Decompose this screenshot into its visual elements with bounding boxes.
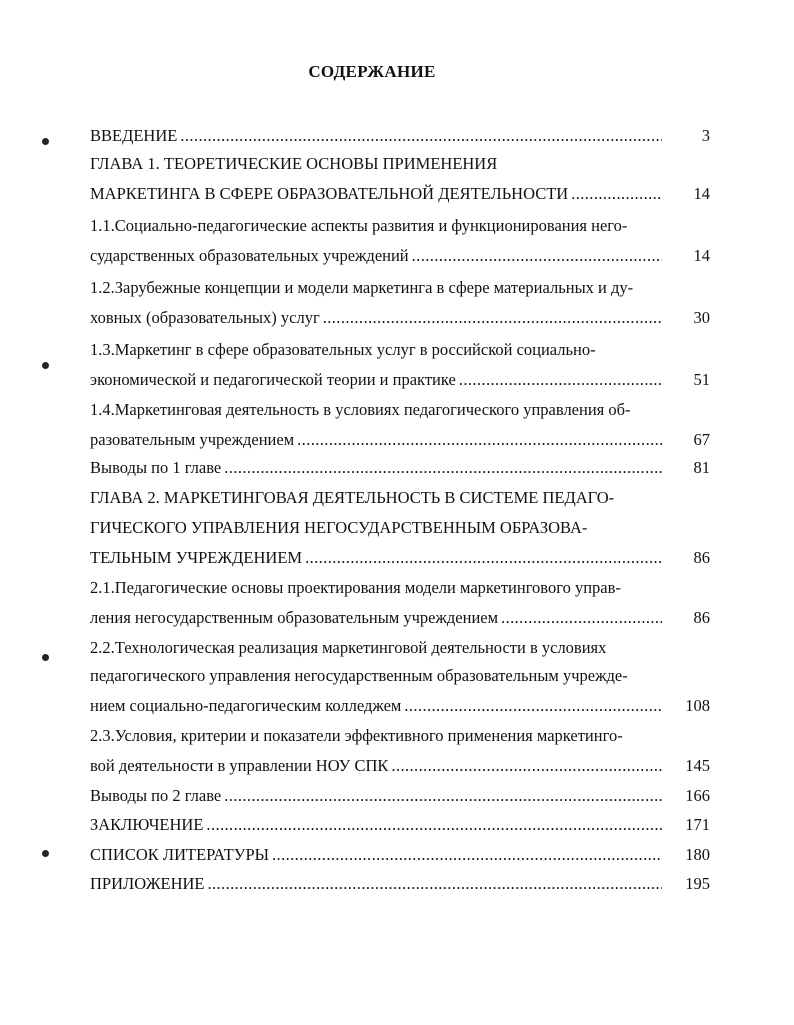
toc-entry-text: экономической и педагогической теории и практике xyxy=(90,370,456,389)
toc-entry-text: ГЛАВА 2. МАРКЕТИНГОВАЯ ДЕЯТЕЛЬНОСТЬ В СИСТЕМЕ ПЕДАГО- xyxy=(90,488,615,507)
toc-leader xyxy=(412,246,662,266)
toc-page-number: 108 xyxy=(685,696,710,715)
toc-entry xyxy=(90,662,710,686)
toc-page-number: 166 xyxy=(685,786,710,805)
toc-page-number: 67 xyxy=(693,430,710,449)
toc-entry-text: ховных (образовательных) услуг xyxy=(90,308,320,327)
toc-entry xyxy=(90,336,710,360)
toc-leader xyxy=(404,696,662,716)
toc-leader xyxy=(206,815,662,835)
toc-page-number: 195 xyxy=(685,874,710,893)
toc-entry xyxy=(90,752,710,776)
toc-entry xyxy=(90,722,710,746)
toc-entry xyxy=(90,870,710,894)
toc-leader xyxy=(224,458,662,478)
toc-entry xyxy=(90,304,710,328)
toc-entry xyxy=(90,242,710,266)
toc-entry xyxy=(90,782,710,806)
toc-entry-text: Выводы по 2 главе xyxy=(90,786,222,805)
toc-page-number: 86 xyxy=(693,608,710,627)
toc-entry xyxy=(90,574,710,598)
toc-page-number: 30 xyxy=(693,308,710,327)
toc-leader xyxy=(323,308,662,328)
toc-entry-text: МАРКЕТИНГА В СФЕРЕ ОБРАЗОВАТЕЛЬНОЙ ДЕЯТЕЛЬНОСТИ xyxy=(90,184,569,203)
toc-entry-text: ГИЧЕСКОГО УПРАВЛЕНИЯ НЕГОСУДАРСТВЕННЫМ ОБРАЗОВА- xyxy=(90,518,588,537)
toc-entry-text: ПРИЛОЖЕНИЕ xyxy=(90,874,205,893)
toc-entry-text: СПИСОК ЛИТЕРАТУРЫ xyxy=(90,845,270,864)
toc-entry xyxy=(90,396,710,420)
scan-speck xyxy=(42,654,49,661)
toc-leader xyxy=(272,845,662,865)
toc-entry-text: разовательным учреждением xyxy=(90,430,295,449)
toc-entry xyxy=(90,544,710,568)
toc-entry-text: нием социально-педагогическим колледжем xyxy=(90,696,402,715)
toc-entry xyxy=(90,454,710,478)
toc-entry xyxy=(90,122,710,146)
toc-entry-text: ГЛАВА 1. ТЕОРЕТИЧЕСКИЕ ОСНОВЫ ПРИМЕНЕНИЯ xyxy=(90,154,498,173)
toc-page-number: 180 xyxy=(685,845,710,864)
scan-speck xyxy=(42,138,49,145)
toc-leader xyxy=(571,184,662,204)
toc-entry-text: 1.1.Социально-педагогические аспекты развития и функционирования него- xyxy=(90,216,628,235)
toc-entry-text: ЗАКЛЮЧЕНИЕ xyxy=(90,815,204,834)
toc-entry-text: педагогического управления негосударственным образовательным учрежде- xyxy=(90,666,628,685)
toc-entry xyxy=(90,212,710,236)
toc-leader xyxy=(224,786,662,806)
toc-leader xyxy=(501,608,662,628)
toc-entry-text: 1.2.Зарубежные концепции и модели маркетинга в сфере материальных и ду- xyxy=(90,278,634,297)
toc-page-number: 14 xyxy=(693,184,710,203)
toc-entry xyxy=(90,841,710,865)
toc-leader xyxy=(391,756,662,776)
toc-entry xyxy=(90,811,710,835)
toc-entry xyxy=(90,514,710,538)
toc-leader xyxy=(305,548,662,568)
toc-page-number: 145 xyxy=(685,756,710,775)
toc-page-number: 3 xyxy=(701,126,710,145)
toc-entry xyxy=(90,366,710,390)
toc-entry-text: 2.1.Педагогические основы проектирования модели маркетингового управ- xyxy=(90,578,621,597)
toc-entry-text: Выводы по 1 главе xyxy=(90,458,222,477)
toc-entry xyxy=(90,426,710,450)
toc-entry xyxy=(90,604,710,628)
toc-entry xyxy=(90,274,710,298)
toc-entry-text: ТЕЛЬНЫМ УЧРЕЖДЕНИЕМ xyxy=(90,548,303,567)
scan-speck xyxy=(42,850,49,857)
toc-entry-text: 1.4.Маркетинговая деятельность в условиях педагогического управления об- xyxy=(90,400,631,419)
toc-entry-text: ления негосударственным образовательным учреждением xyxy=(90,608,499,627)
toc-entry xyxy=(90,150,710,174)
toc-leader xyxy=(207,874,662,894)
toc-entry-text: 2.2.Технологическая реализация маркетинговой деятельности в условиях xyxy=(90,638,607,657)
toc-page-number: 171 xyxy=(685,815,710,834)
page-title: СОДЕРЖАНИЕ xyxy=(308,62,436,81)
toc-leader xyxy=(459,370,662,390)
toc-entry-text: 1.3.Маркетинг в сфере образовательных услуг в российской социально- xyxy=(90,340,596,359)
toc-leader xyxy=(180,126,662,146)
toc-leader xyxy=(297,430,662,450)
toc-entry xyxy=(90,692,710,716)
toc-entry-text: вой деятельности в управлении НОУ СПК xyxy=(90,756,389,775)
scan-speck xyxy=(42,362,49,369)
toc-page-number: 51 xyxy=(693,370,710,389)
toc-entry-text: ВВЕДЕНИЕ xyxy=(90,126,178,145)
toc-page-number: 86 xyxy=(693,548,710,567)
toc-page-number: 81 xyxy=(693,458,710,477)
toc-entry-text: 2.3.Условия, критерии и показатели эффективного применения маркетинго- xyxy=(90,726,623,745)
toc-entry-text: сударственных образовательных учреждений xyxy=(90,246,409,265)
toc-page-number: 14 xyxy=(693,246,710,265)
toc-entry xyxy=(90,484,710,508)
toc-entry xyxy=(90,634,710,658)
toc-entry xyxy=(90,180,710,204)
